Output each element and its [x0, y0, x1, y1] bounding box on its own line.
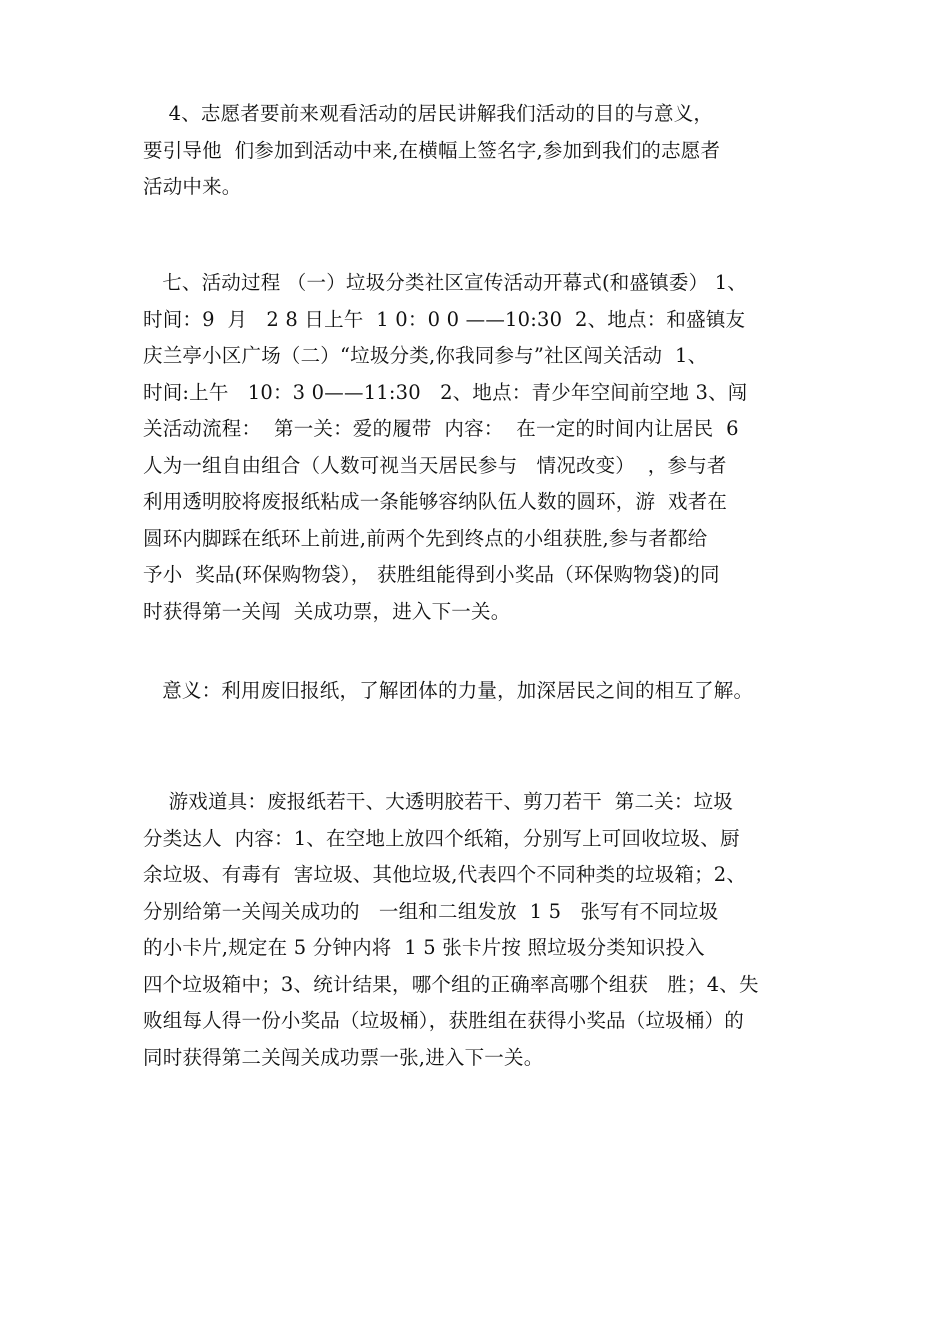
text-line: 活动中来。: [143, 175, 242, 198]
text-line: 利用透明胶将废报纸粘成一条能够容纳队伍人数的圆环，游 戏者在: [143, 490, 728, 513]
text-line: 予小 奖品(环保购物袋）， 获胜组能得到小奖品（环保购物袋)的同: [143, 563, 720, 586]
text-line: 要引导他 们参加到活动中来,在横幅上签名字,参加到我们的志愿者: [143, 138, 721, 162]
text-line: 人为一组自由组合（人数可视当天居民参与 情况改变） ，参与者: [143, 453, 727, 477]
text-line: 4、志愿者要前来观看活动的居民讲解我们活动的目的与意义，: [143, 102, 714, 125]
text-line: 关活动流程： 第一关：爱的履带 内容： 在一定的时间内让居民 6: [143, 417, 739, 440]
text-line: 意义：利用废旧报纸，了解团体的力量，加深居民之间的相互了解。: [143, 679, 754, 702]
paragraph-significance: [143, 673, 833, 710]
text-line: 败组每人得一份小奖品（垃圾桶），获胜组在获得小奖品（垃圾桶）的: [143, 1009, 744, 1032]
text-line: 的小卡片,规定在 5 分钟内将 1 5 张卡片按 照垃圾分类知识投入: [143, 936, 705, 959]
paragraph-game-props: [143, 784, 833, 1076]
text-line: 分别给第一关闯关成功的 一组和二组发放 1 5 张写有不同垃圾: [143, 899, 719, 923]
text-line: 时获得第一关闯 关成功票，进入下一关。: [143, 599, 511, 623]
paragraph-activity-process: [143, 265, 833, 630]
text-line: 余垃圾、有毒有 害垃圾、其他垃圾,代表四个不同种类的垃圾箱；2、: [143, 863, 747, 886]
text-line: 庆兰亭小区广场（二）“垃圾分类,你我同参与”社区闯关活动 1、: [143, 344, 708, 367]
text-line: 时间:上午 10：3 0——11:30 2、地点：青少年空间前空地 3、闯: [143, 380, 748, 404]
paragraph-volunteer-guidance: [143, 96, 833, 206]
text-line: 分类达人 内容：1、在空地上放四个纸箱，分别写上可回收垃圾、厨: [143, 826, 740, 850]
text-line: 游戏道具：废报纸若干、大透明胶若干、剪刀若干 第二关：垃圾: [143, 790, 733, 813]
text-line: 圆环内脚踩在纸环上前进,前两个先到终点的小组获胜,参与者都给: [143, 526, 708, 550]
text-line: 同时获得第二关闯关成功票一张,进入下一关。: [143, 1045, 544, 1069]
text-line: 七、活动过程 （一）垃圾分类社区宣传活动开幕式(和盛镇委） 1、: [143, 271, 748, 294]
text-line: 四个垃圾箱中；3、统计结果，哪个组的正确率高哪个组获 胜；4、失: [143, 972, 759, 996]
text-line: 时间：9 月 2 8 日上午 1 0：0 0 ——10:30 2、地点：和盛镇友: [143, 307, 746, 331]
